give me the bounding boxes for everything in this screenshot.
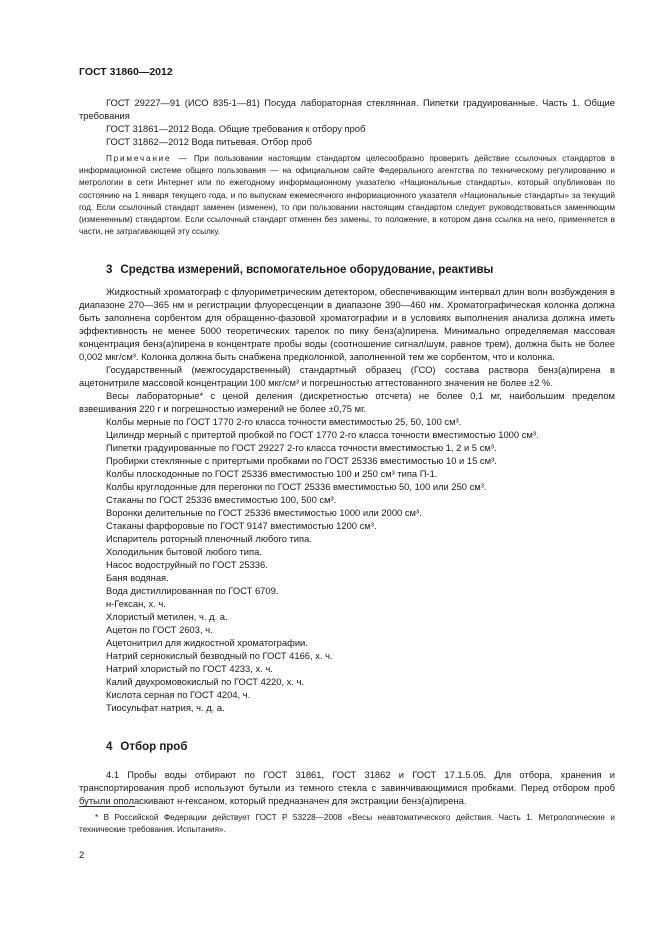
list-item: Пробирки стеклянные с притертыми пробками по ГОСТ 25336 вместимостью 10 и 15 см³. — [106, 455, 497, 466]
section-number: 3 — [106, 264, 113, 276]
list-item: Калий двухромовокислый по ГОСТ 4220, х. ч. — [106, 676, 305, 687]
note-block — [79, 153, 615, 238]
paragraph: Весы лабораторные* с ценой деления (дискретностью отсчета) не более 0,1 мг, наибольшим пределом взвешивания 220 г и погрешностью измерений не более ±0,75 мг. — [79, 390, 615, 414]
list-item: Колбы мерные по ГОСТ 1770 2-го класса точности вместимостью 25, 50, 100 см³. — [106, 416, 462, 427]
list-item: Испаритель роторный пленочный любого типа. — [106, 533, 312, 544]
document-header: ГОСТ 31860—2012 — [79, 66, 173, 78]
section-heading — [106, 264, 493, 276]
footnote: * В Российской Федерации действует ГОСТ Р 53228—2008 «Весы неавтоматического действия. Часть 1. Метрологические и технические требования. Испытания». — [79, 813, 615, 834]
footnote-divider — [79, 806, 135, 807]
paragraph: Жидкостный хроматограф с флуориметрическим детектором, обеспечивающим интервал длин волн возбуждения в диапазоне 270—365 нм и регистрации флуоресценции в диапазоне 390—460 нм. Хроматографическая колонка должна быть заполнена сорбентом для обращенно-фазовой хроматографии и в условиях выполнения анализа должна иметь эффективность не менее 5000 теоретических тарелок по пику бенз(а)пирена. Минимально определяемая массовая концентрация бенз(а)пирена в концентрате пробы воды (соотношение сигнал/шум, равное трем), должна быть не более 0,002 мкг/см³. Колонка должна быть снабжена предколонкой, заполненной тем же сорбентом, что и колонка. — [79, 286, 615, 362]
list-item: Воронки делительные по ГОСТ 25336 вместимостью 1000 или 2000 см³. — [106, 507, 422, 518]
reference-item: ГОСТ 29227—91 (ИСО 835-1—81) Посуда лабораторная стеклянная. Пипетки градуированные. Часть 1. Общие требования — [79, 97, 615, 121]
list-item: Цилиндр мерный с притертой пробкой по ГОСТ 1770 2-го класса точности вместимостью 1000 см³. — [106, 429, 539, 440]
list-item: Пипетки градуированные по ГОСТ 29227 2-го класса точности вместимостью 1, 2 и 5 см³. — [106, 442, 497, 453]
list-item: Колбы плоскодонные по ГОСТ 25336 вместимостью 100 и 250 см³ типа П-1. — [106, 468, 438, 479]
reference-item: ГОСТ 31861—2012 Вода. Общие требования к отбору проб — [106, 123, 366, 134]
section-heading — [106, 741, 187, 753]
section-4-body — [79, 768, 615, 807]
note-text: При пользовании настоящим стандартом целесообразно проверить действие ссылочных стандартов в информационной системе общего пользования — на официальном сайте Федерального агентства по техническому регулированию и метрологии в сети Интернет или по ежегодному информационному указателю «Национальные стандарты», который опубликован по состоянию на 1 января текущего года, и по выпускам ежемесячного информационного указателя «Национальные стандарты» за текущий год. Если ссылочный стандарт заменен (изменен), то при пользовании настоящим стандартом следует руководствоваться заменяющим (измененным) стандартом. Если ссылочный стандарт отменен без замены, то положение, в котором дана ссылка на него, применяется в части, не затрагивающей эту ссылку. — [79, 154, 615, 237]
list-item: Холодильник бытовой любого типа. — [106, 546, 262, 557]
list-item: Стаканы по ГОСТ 25336 вместимостью 100, 500 см³. — [106, 494, 337, 505]
references-list — [79, 96, 615, 148]
list-item: Тиосульфат натрия, ч. д. а. — [106, 702, 225, 713]
list-item: Кислота серная по ГОСТ 4204, ч. — [106, 689, 251, 700]
note-label: Примечание — — [106, 154, 189, 163]
page-number: 2 — [79, 850, 85, 861]
paragraph: 4.1 Пробы воды отбирают по ГОСТ 31861, ГОСТ 31862 и ГОСТ 17.1.5.05. Для отбора, хранения и транспортирования проб используют бутыли из темного стекла с завинчивающимися пробками. Перед отбором проб бутыли ополаскивают н-гексаном, который предназначен для экстракции бенз(а)пирена. — [79, 769, 615, 806]
list-item: Ацетон по ГОСТ 2603, ч. — [106, 624, 213, 635]
list-item: Хлористый метилен, ч. д. а. — [106, 611, 228, 622]
list-item: Натрий хлористый по ГОСТ 4233, х. ч. — [106, 663, 273, 674]
reference-item: ГОСТ 31862—2012 Вода питьевая. Отбор проб — [106, 136, 313, 147]
section-title: Отбор проб — [120, 741, 188, 753]
list-item: Насос водоструйный по ГОСТ 25336. — [106, 559, 268, 570]
list-item: Стаканы фарфоровые по ГОСТ 9147 вместимостью 1200 см³. — [106, 520, 377, 531]
section-title: Средства измерений, вспомогательное оборудование, реактивы — [120, 264, 494, 276]
list-item: н-Гексан, х. ч. — [106, 598, 166, 609]
list-item: Баня водяная. — [106, 572, 169, 583]
section-number: 4 — [106, 741, 113, 753]
list-item: Натрий сернокислый безводный по ГОСТ 4166, х. ч. — [106, 650, 333, 661]
paragraph: Государственный (межгосударственный) стандартный образец (ГСО) состава раствора бенз(а)пирена в ацетонитриле массовой концентрации 100 мкг/см³ и погрешностью аттестованного значения не более ±2 %. — [79, 364, 615, 388]
equipment-list — [79, 415, 615, 714]
section-3-body — [79, 285, 615, 714]
list-item: Ацетонитрил для жидкостной хроматографии. — [106, 637, 308, 648]
list-item: Колбы круглодонные для перегонки по ГОСТ 25336 вместимостью 50, 100 или 250 см³. — [106, 481, 487, 492]
list-item: Вода дистиллированная по ГОСТ 6709. — [106, 585, 279, 596]
